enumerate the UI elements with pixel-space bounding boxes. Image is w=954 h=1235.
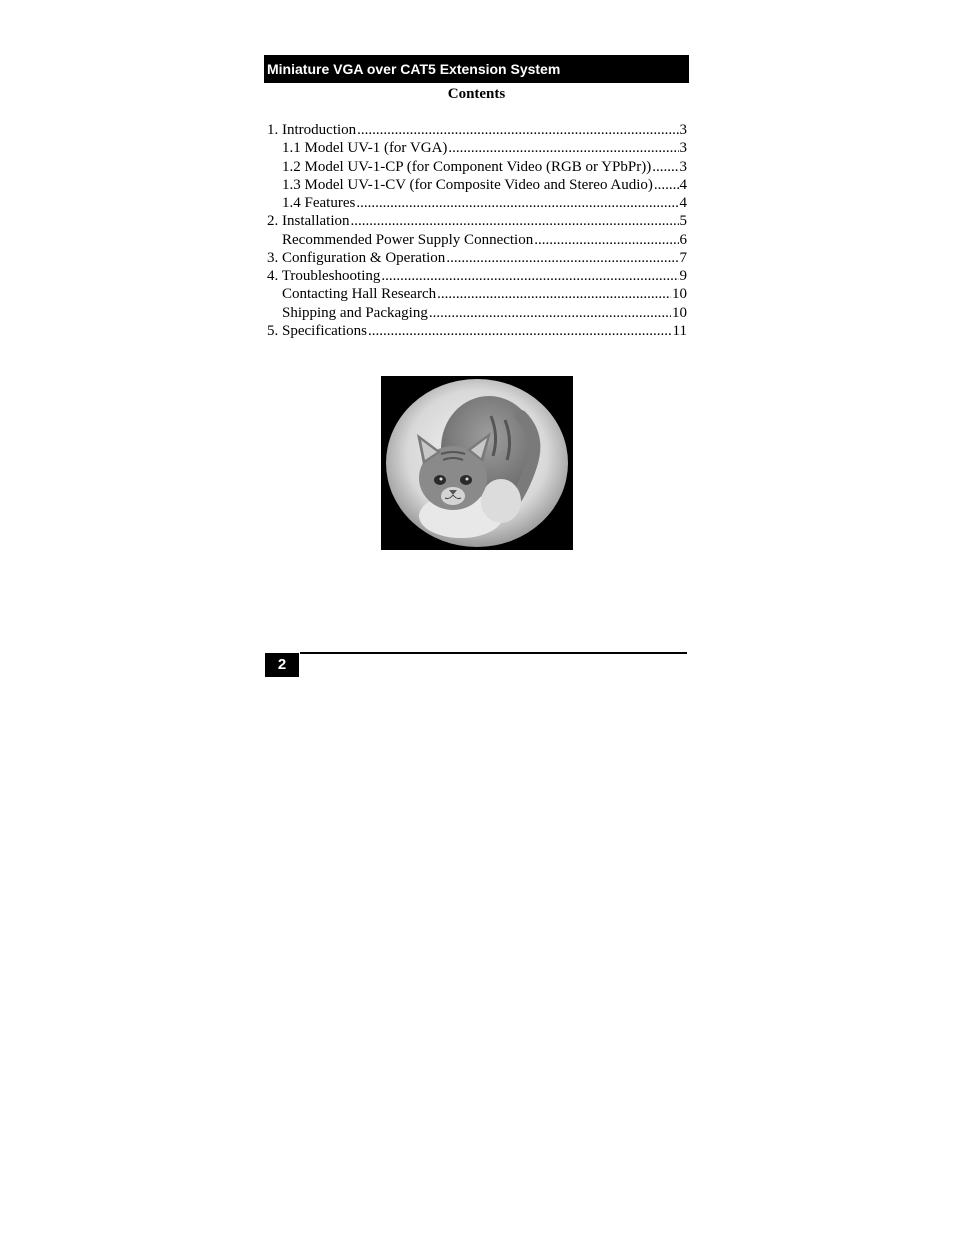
toc-leader-dots: [368, 322, 672, 340]
toc-leader-dots: [654, 176, 679, 194]
kitten-photo-icon: [381, 376, 573, 550]
running-header: [264, 55, 689, 83]
toc-entry-page: 11: [672, 322, 687, 339]
toc-entry-model-uv-1-cv[interactable]: [267, 176, 687, 194]
toc-entry-power-supply[interactable]: [267, 231, 687, 249]
toc-entry-page: 4: [679, 195, 687, 212]
toc-entry-page: 3: [679, 158, 687, 175]
toc-entry-label: 4. Troubleshooting: [267, 268, 381, 285]
toc-entry-page: 3: [679, 140, 687, 157]
toc-entry-shipping[interactable]: [267, 304, 687, 322]
toc-entry-page: 10: [672, 286, 687, 303]
toc-entry-page: 3: [679, 122, 687, 138]
toc-entry-label: 1. Introduction: [267, 122, 357, 138]
toc-entry-page: 4: [679, 176, 687, 193]
toc-leader-dots: [356, 194, 678, 212]
toc-leader-dots: [448, 139, 678, 157]
toc-entry-introduction[interactable]: [267, 121, 687, 139]
toc-entry-label: 3. Configuration & Operation: [267, 249, 446, 266]
toc-entry-troubleshooting[interactable]: [267, 267, 687, 285]
table-of-contents: [267, 121, 687, 340]
page-number: 2: [265, 653, 299, 677]
toc-entry-page: 7: [679, 249, 687, 266]
toc-leader-dots: [652, 158, 678, 176]
toc-entry-features[interactable]: [267, 194, 687, 212]
toc-leader-dots: [534, 231, 678, 249]
running-header-title: Miniature VGA over CAT5 Extension System: [267, 61, 561, 77]
toc-entry-label: 1.2 Model UV-1-CP (for Component Video (RGB or YPbPr)): [282, 158, 652, 175]
toc-leader-dots: [429, 304, 671, 322]
toc-entry-model-uv-1[interactable]: [267, 139, 687, 157]
toc-entry-contacting[interactable]: [267, 285, 687, 303]
toc-leader-dots: [351, 212, 679, 230]
toc-entry-page: 9: [679, 268, 687, 285]
toc-entry-configuration[interactable]: [267, 249, 687, 267]
toc-entry-label: 1.1 Model UV-1 (for VGA): [282, 140, 448, 157]
toc-entry-label: 1.3 Model UV-1-CV (for Composite Video and Stereo Audio): [282, 176, 653, 193]
footer-rule: [300, 652, 687, 654]
toc-entry-model-uv-1-cp[interactable]: [267, 158, 687, 176]
toc-entry-label: Contacting Hall Research: [282, 286, 437, 303]
toc-entry-label: Recommended Power Supply Connection: [282, 231, 534, 248]
toc-leader-dots: [437, 285, 671, 303]
toc-entry-specifications[interactable]: [267, 322, 687, 340]
toc-entry-label: Shipping and Packaging: [282, 304, 428, 321]
toc-entry-page: 5: [679, 213, 687, 230]
toc-leader-dots: [446, 249, 678, 267]
toc-entry-installation[interactable]: [267, 212, 687, 230]
toc-leader-dots: [381, 267, 678, 285]
toc-entry-page: 10: [672, 304, 687, 321]
kitten-photo: [381, 376, 573, 550]
contents-heading: Contents: [447, 86, 506, 102]
toc-entry-page: 6: [679, 231, 687, 248]
toc-entry-label: 1.4 Features: [282, 195, 356, 212]
toc-leader-dots: [357, 121, 678, 139]
toc-entry-label: 2. Installation: [267, 213, 350, 230]
toc-entry-label: 5. Specifications: [267, 322, 367, 339]
